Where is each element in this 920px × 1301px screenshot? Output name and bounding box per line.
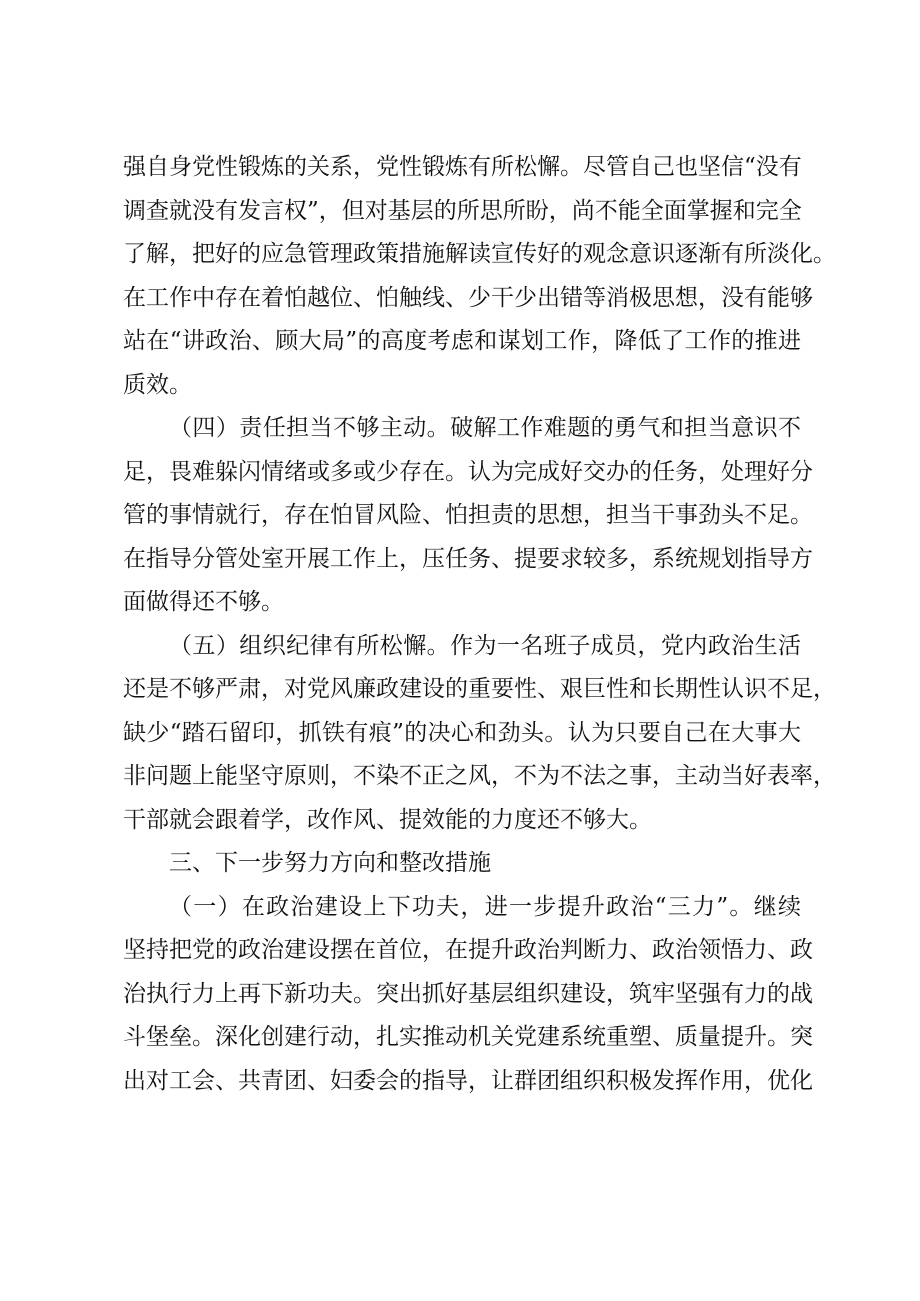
text-line: 非问题上能坚守原则，不染不正之风，不为不法之事，主动当好表率， <box>123 763 836 789</box>
text-line: 质效。 <box>123 371 192 398</box>
text-line: （五）组织纪律有所松懈。作为一名班子成员，党内政治生活 <box>169 632 801 659</box>
text-line: （一）在政治建设上下功夫，进一步提升政治“三力”。继续 <box>169 893 801 920</box>
text-line: 了解，把好的应急管理政策措施解读宣传好的观念意识逐渐有所淡化。 <box>123 241 836 267</box>
document-body <box>123 146 836 1103</box>
text-line: 还是不够严肃，对党风廉政建设的重要性、艰巨性和长期性认识不足， <box>123 676 836 702</box>
text-line: 管的事情就行，存在怕冒风险、怕担责的思想，担当干事劲头不足。 <box>123 502 813 528</box>
text-line: （四）责任担当不够主动。破解工作难题的勇气和担当意识不 <box>169 415 801 441</box>
text-line: 治执行力上再下新功夫。突出抓好基层组织建设，筑牢坚强有力的战 <box>123 980 813 1007</box>
text-line: 调查就没有发言权”，但对基层的所思所盼，尚不能全面掌握和完全 <box>123 197 802 224</box>
text-line: 出对工会、共青团、妇委会的指导，让群团组织积极发挥作用，优化 <box>123 1067 813 1094</box>
paragraph-party-spirit <box>123 146 836 407</box>
text-line: 干部就会跟着学，改作风、提效能的力度还不够大。 <box>123 806 652 833</box>
paragraph-discipline <box>123 625 836 843</box>
paragraph-political-building <box>123 886 813 1104</box>
text-line: 站在“讲政治、顾大局”的高度考虑和谋划工作，降低了工作的推进 <box>123 328 801 354</box>
text-line: 在指导分管处室开展工作上，压任务、提要求较多，系统规划指导方 <box>123 545 813 572</box>
text-line: 缺少“踏石留印，抓铁有痕”的决心和劲头。认为只要自己在大事大 <box>123 719 801 746</box>
text-line: 坚持把党的政治建设摆在首位，在提升政治判断力、政治领悟力、政 <box>123 937 813 963</box>
text-line: 足，畏难躲闪情绪或多或少存在。认为完成好交办的任务，处理好分 <box>123 458 813 485</box>
text-line: 在工作中存在着怕越位、怕触线、少干少出错等消极思想，没有能够 <box>123 284 813 311</box>
text-line: 强自身党性锻炼的关系，党性锻炼有所松懈。尽管自己也坚信“没有 <box>123 154 802 180</box>
text-line: 斗堡垒。深化创建行动，扎实推动机关党建系统重塑、质量提升。突 <box>123 1024 813 1050</box>
section-heading: 三、下一步努力方向和整改措施 <box>169 850 491 876</box>
text-line: 面做得还不够。 <box>123 589 284 615</box>
paragraph-responsibility <box>123 407 813 625</box>
